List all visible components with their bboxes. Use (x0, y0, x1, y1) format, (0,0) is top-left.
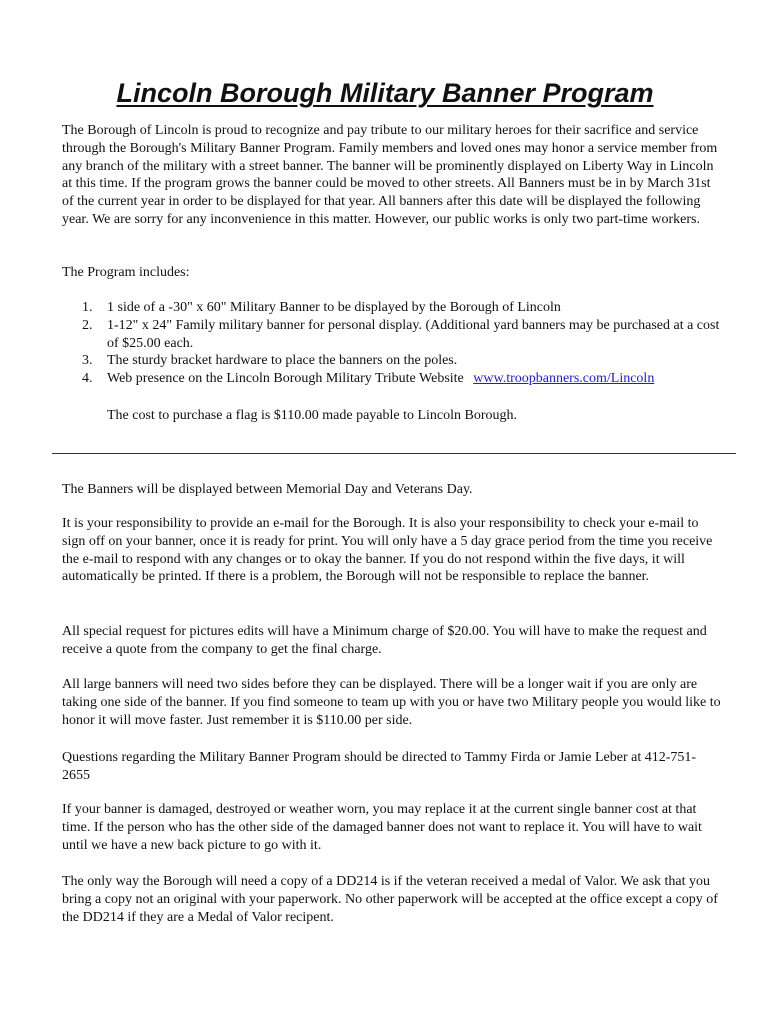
damaged-banner-paragraph: If your banner is damaged, destroyed or weather worn, you may replace it at the current single banner cost at that time. If the person who has the other side of the damaged banner does not want to replace it. You will have to wait until we have a new back picture to go with it. (62, 802, 702, 853)
list-item (62, 352, 722, 370)
list-item-text: 1 side of a -30" x 60" Military Banner to be displayed by the Borough of Lincoln (107, 300, 561, 315)
contact-paragraph: Questions regarding the Military Banner Program should be directed to Tammy Firda or Jamie Leber at 412-751-2655 (62, 750, 697, 783)
program-heading: The Program includes: (62, 265, 190, 280)
section-divider (52, 453, 736, 454)
list-item (62, 317, 722, 353)
list-item-text: The sturdy bracket hardware to place the banners on the poles. (107, 353, 458, 369)
cost-note: The cost to purchase a flag is $110.00 made payable to Lincoln Borough. (107, 408, 518, 423)
picture-edits-paragraph: All special request for pictures edits will have a Minimum charge of $20.00. You will have to make the request and receive a quote from the company to get the final charge. (62, 624, 707, 657)
list-item-number: 1. (82, 300, 93, 315)
two-sides-paragraph: All large banners will need two sides before they can be displayed. There will be a longer wait if you are only are taking one side of the banner. If you find someone to team up with you or have two Military people you would like to honor it will move faster. Just remember it is $110.00 per side. (62, 677, 721, 728)
list-item-text: 1-12" x 24" Family military banner for personal display. (Additional yard banners may be purchased at a cost of $25.00 each. (107, 317, 720, 351)
intro-paragraph: The Borough of Lincoln is proud to recognize and pay tribute to our military heroes for their sacrifice and service through the Borough's Military Banner Program. Family members and loved ones may honor a service member from any branch of the military with a street banner. The banner will be prominently displayed on Liberty Way in Lincoln at this time. If the program grows the banner could be moved to other streets. All Banners must be in by March 31st of the current year in order to be displayed for that year. All banners after this date will be displayed the following year. We are sorry for any inconvenience in this matter. However, our public works is only two part-time workers. (62, 123, 718, 227)
list-item-number: 3. (82, 353, 93, 369)
document-title: Lincoln Borough Military Banner Program (116, 78, 654, 108)
list-item-number: 2. (82, 317, 93, 333)
list-item-text: Web presence on the Lincoln Borough Military Tribute Website (107, 371, 464, 387)
list-item (62, 299, 722, 317)
program-list (62, 299, 722, 388)
display-period-paragraph: The Banners will be displayed between Memorial Day and Veterans Day. (62, 482, 473, 497)
list-item (62, 370, 722, 388)
tribute-website-link[interactable]: www.troopbanners.com/Lincoln (473, 371, 655, 387)
list-item-number: 4. (82, 371, 93, 387)
email-responsibility-paragraph: It is your responsibility to provide an e-mail for the Borough. It is also your responsibility to check your e-mail to sign off on your banner, once it is ready for print. You will only have a 5 day grace period from the time you receive the e-mail to respond with any changes or to okay the banner. If you do not respond within the five days, it will automatically be printed. If there is a problem, the Borough will not be responsible to replace the banner. (62, 516, 713, 585)
dd214-paragraph: The only way the Borough will need a copy of a DD214 is if the veteran received a medal of Valor. We ask that you bring a copy not an original with your paperwork. No other paperwork will be accepted at the office except a copy of the DD214 if they are a Medal of Valor recipent. (62, 874, 718, 925)
